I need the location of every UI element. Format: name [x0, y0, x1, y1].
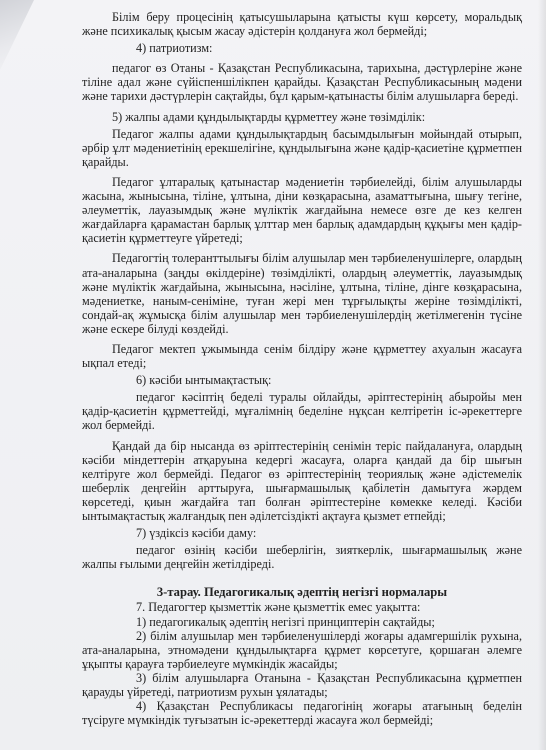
- paragraph-solidarity: педагог кәсіптің беделі туралы ойлайды, әріптестерінің абыройы мен қадір-қасиетін құрметтейді, мұғалімнің беделіне нұқсан келтіретін іс-әрекеттерге жол бермейді.: [82, 390, 522, 433]
- paragraph-colleagues: Қандай да бір нысанда өз әріптестерінің сенімін теріс пайдалануға, олардың кәсіби міндеттерін атқаруына кедергі жасауға, оларға қандай да бір шығын келтіруге жол бермейді. Педагог өз әріптестерінің теориялық және әдістемелік шеберлік деңгейін арттыруға, шығармашылық қабілетін дамытуға жәрдем көрсетеді, қиын жағдайға тап болған әріптестеріне көмекке келеді. Кәсіби ынтымақтастық жалғандық пен әділетсіздікті ақтауға қызмет етпейді;: [82, 438, 522, 523]
- paragraph-tolerance: Педагогтің толеранттылығы білім алушылар мен тәрбиеленушілерге, олардың ата-аналарына (заңды өкілдеріне) төзімділікті, олардың әлеуметтік, лауазымдық және мүліктік жағдайына, жынысына, нәсіліне, ұлтына, тіліне, дінге көзқарасына, мәдениетке, наным-сеніміне, туған жері мен тұрғылықты жеріне төзімділікті, сондай-ақ жұмысқа білім алушылар мен тәрбиеленушілердің жетілмегенін түсіне және ескере білуді көздейді.: [82, 251, 522, 336]
- paragraph-values: Педагог жалпы адами құндылықтардың басымдылығын мойындай отырып, әрбір ұлт мәдениетінің ерекшелігіне, құндылығына және қадір-қасиетіне құрметпен қарайды.: [82, 126, 522, 169]
- section-intro: 7. Педагогтер қызметтік және қызметтік емес уақытта:: [136, 600, 421, 615]
- item-values-heading: 5) жалпы адами құндылықтарды құрметтеу және төзімділік:: [112, 109, 426, 124]
- section-title: 3-тарау. Педагогикалық әдептің негізгі нормалары: [156, 585, 448, 600]
- paragraph-school-trust: Педагог мектеп ұжымында сенім білдіру және құрметтеу ахуалын жасауға ықпал етеді;: [82, 341, 522, 371]
- item-solidarity-heading: 6) кәсіби ынтымақтастық:: [136, 373, 272, 388]
- page-edge-shadow: [538, 0, 546, 750]
- folded-corner: [0, 0, 34, 70]
- item-development-heading: 7) үздіксіз кәсіби даму:: [136, 526, 257, 541]
- item-patriotism-heading: 4) патриотизм:: [136, 41, 213, 56]
- section-item-1: 1) педагогикалық әдептің негізгі принциптерін сақтайды;: [136, 614, 435, 629]
- document-body: [82, 10, 522, 727]
- section-item-4: 4) Қазақстан Республикасы педагогінің жоғары атағының беделін түсіруге мүмкіндік туғызатын іс-әрекеттерді жасауға жол бермейді;: [82, 699, 522, 728]
- paragraph-patriotism: педагог өз Отаны - Қазақстан Республикасына, тарихына, дәстүрлеріне және тіліне адал және сүйіспеншілікпен қарайды. Қазақстан Республикасының мәдени және тарихи дәстүрлерін сақтайды, бұл қарым-қатынасты білім алушыларға береді.: [82, 61, 522, 104]
- paragraph-violence: Білім беру процесінің қатысушыларына қатысты күш көрсету, моральдық және психикалық қысым жасау әдістерін қолдануға жол бермейді;: [82, 10, 522, 39]
- section-item-2: 2) білім алушылар мен тәрбиеленушілерді жоғары адамгершілік рухына, ата-аналарына, этномәдени құндылықтарға құрмет көрсетуге, қоршаған әлемге ұқыпты қарауға тәрбиелеуге мүмкіндік жасайды;: [82, 628, 522, 671]
- paragraph-development: педагог өзінің кәсіби шеберлігін, зияткерлік, шығармашылық және жалпы ғылыми деңгейін жетілдіреді.: [82, 543, 522, 572]
- paragraph-interethnic: Педагог ұлтаралық қатынастар мәдениетін тәрбиелейді, білім алушыларды жасына, жынысына, тіліне, ұлтына, діни көзқарасына, азаматтығына, шығу тегіне, әлеуметтік, лауазымдық және мүліктік жағдайына немесе өзге де кез келген жағдайларға қарамастан барлық ұлттар мен барлық адамдардың құқығы мен қадір-қасиетін құрметтеуге үйретеді;: [82, 174, 522, 246]
- section-item-3: 3) білім алушыларға Отанына - Қазақстан Республикасына құрметпен қарауды үйретеді, патриотизм рухын ұялатады;: [82, 670, 522, 700]
